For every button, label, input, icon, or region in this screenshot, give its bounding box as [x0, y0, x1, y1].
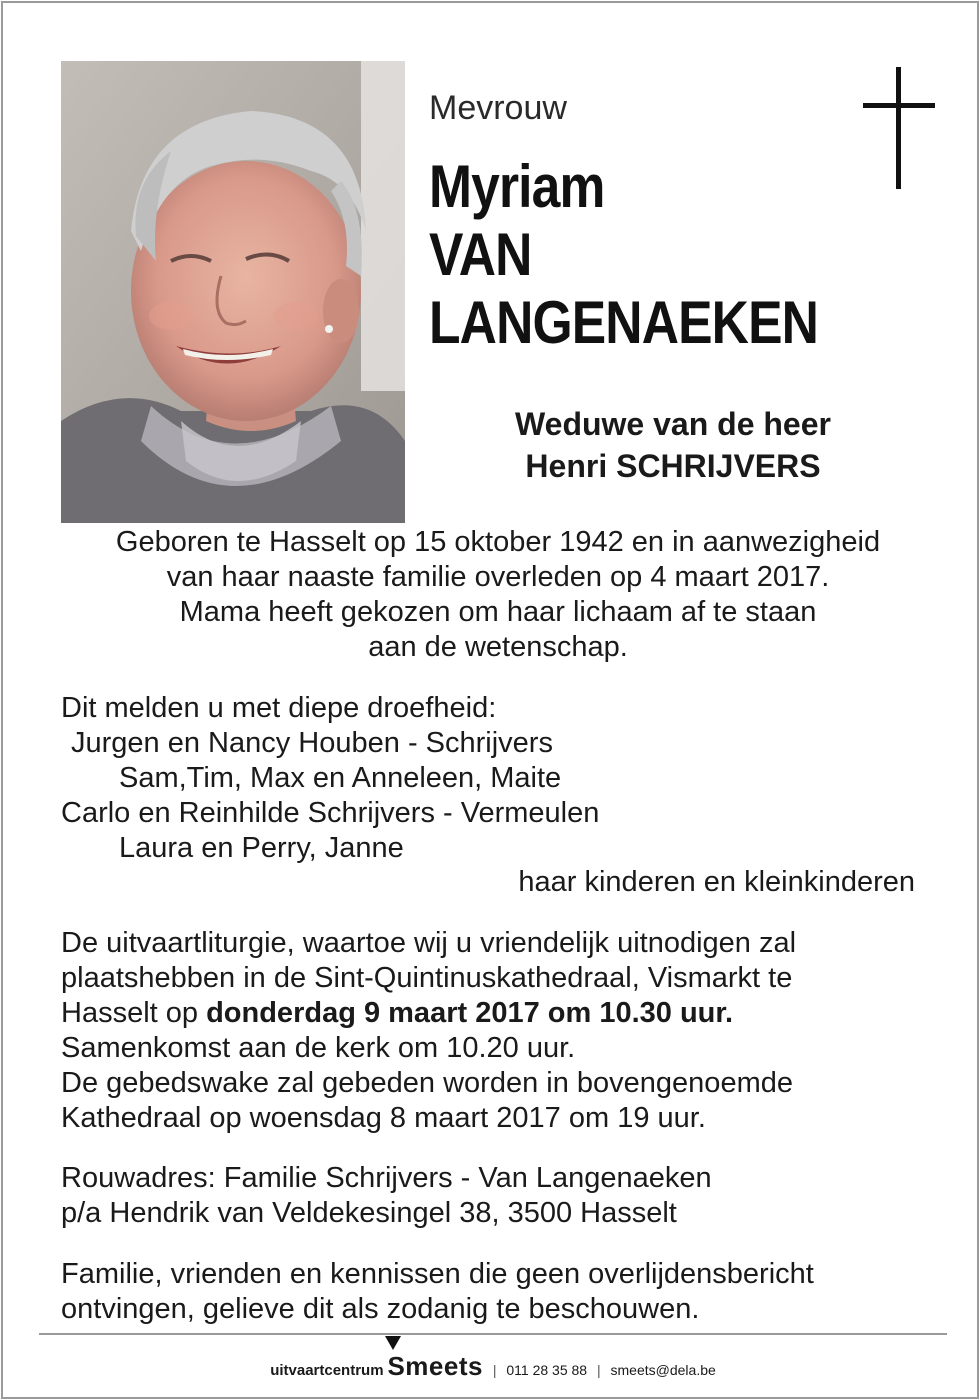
funeral-line-prefix: Hasselt op: [61, 997, 207, 1029]
address-line: Rouwadres: Familie Schrijvers - Van Langenaeken: [61, 1162, 712, 1194]
phone-number: 011 28 35 88: [506, 1362, 588, 1378]
closing-note: [61, 1257, 814, 1327]
funeral-line: De uitvaartliturgie, waartoe wij u vriendelijk uitnodigen zal: [61, 927, 797, 959]
mourner: Jurgen en Nancy Houben - Schrijvers: [71, 727, 553, 759]
triangle-marker-icon: [385, 1336, 401, 1350]
funeral-date: donderdag 9 maart 2017 om 10.30 uur.: [206, 997, 734, 1029]
brand-name: Smeets: [387, 1351, 483, 1381]
portrait-photo: [61, 61, 405, 523]
email-address[interactable]: smeets@dela.be: [610, 1362, 716, 1378]
obituary-card: [1, 1, 979, 1399]
closing-line: ontvingen, gelieve dit als zodanig te beschouwen.: [61, 1293, 700, 1325]
cross-icon: [863, 67, 935, 189]
birth-line: Mama heeft gekozen om haar lichaam af te staan: [179, 596, 817, 628]
salutation: Mevrouw: [429, 89, 567, 127]
mourning-address: [61, 1161, 712, 1231]
surname-part-2: LANGENAEKEN: [429, 289, 819, 356]
widow-line-2: Henri SCHRIJVERS: [525, 448, 821, 484]
funeral-line: Kathedraal op woensdag 8 maart 2017 om 19 uur.: [61, 1102, 706, 1134]
relation-text: haar kinderen en kleinkinderen: [518, 866, 915, 898]
funeral-line: [61, 996, 796, 1031]
mourners-list: [61, 691, 599, 866]
funeral-line: Samenkomst aan de kerk om 10.20 uur.: [61, 1032, 576, 1064]
widow-of: [433, 403, 913, 487]
mourner: Carlo en Reinhilde Schrijvers - Vermeulen: [61, 797, 600, 829]
footer-divider: [39, 1333, 947, 1335]
surname-part-1: VAN: [429, 221, 532, 288]
funeral-details: [61, 926, 796, 1136]
separator: |: [492, 1362, 497, 1378]
funeral-line: plaatshebben in de Sint-Quintinuskathedraal, Vismarkt te: [61, 962, 793, 994]
separator: |: [596, 1362, 601, 1378]
birth-line: van haar naaste familie overleden op 4 maart 2017.: [166, 561, 830, 593]
portrait-illustration: [61, 61, 405, 523]
mourners-intro: Dit melden u met diepe droefheid:: [61, 692, 497, 724]
deceased-name: [429, 153, 818, 357]
funeral-line: De gebedswake zal gebeden worden in bovengenoemde: [61, 1067, 793, 1099]
birth-line: Geboren te Hasselt op 15 oktober 1942 en in aanwezigheid: [115, 526, 881, 558]
first-name: Myriam: [429, 153, 605, 220]
birth-death-text: [43, 525, 953, 665]
footer: [3, 1351, 980, 1382]
mourner: Sam,Tim, Max en Anneleen, Maite: [119, 762, 562, 794]
address-line: p/a Hendrik van Veldekesingel 38, 3500 Hasselt: [61, 1197, 677, 1229]
birth-line: aan de wetenschap.: [368, 631, 628, 663]
mourner: Laura en Perry, Janne: [119, 832, 404, 864]
brand-prefix: uitvaartcentrum: [270, 1362, 384, 1379]
closing-line: Familie, vrienden en kennissen die geen overlijdensbericht: [61, 1258, 814, 1290]
widow-line-1: Weduwe van de heer: [515, 406, 831, 442]
